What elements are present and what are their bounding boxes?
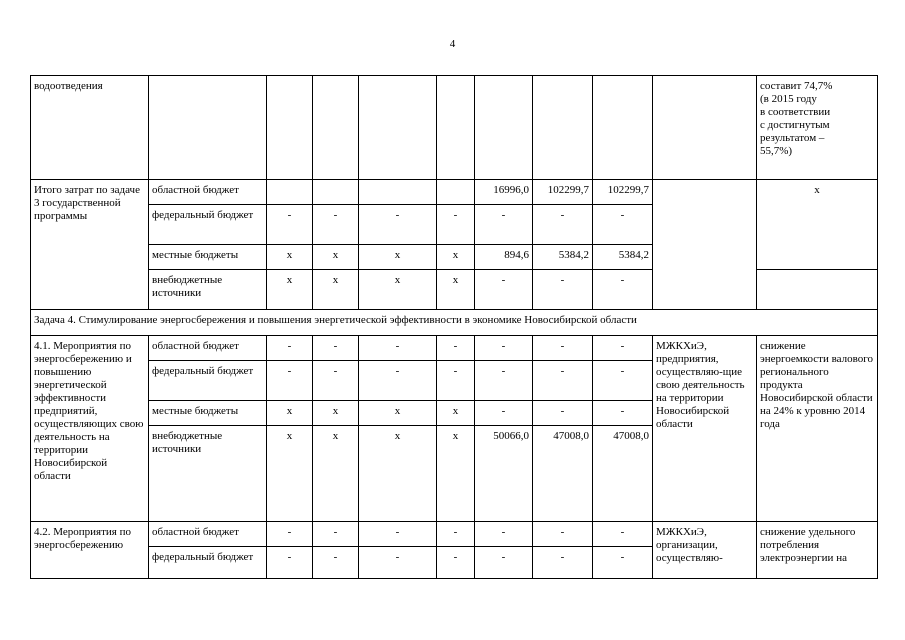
activity-name-cell: Итого затрат по задаче 3 государственной программы [31, 180, 149, 310]
table-row: федеральный бюджет - - - - - - - [31, 361, 878, 401]
funding-source-cell: внебюджетные источники [149, 426, 267, 522]
table-row: местные бюджеты x x x x 894,6 5384,2 5384,2 [31, 245, 878, 270]
activity-name-cell: 4.1. Мероприятия по энергосбережению и повышению энергетической эффективности предприятий, осуществляющих свою деятельность на территории Новосибирской области [31, 336, 149, 522]
task-header: Задача 4. Стимулирование энергосбережения и повышения энергетической эффективности в экономике Новосибирской области [31, 310, 878, 336]
funding-source-cell: федеральный бюджет [149, 205, 267, 245]
expected-result-cell: снижение энергоемкости валового регионального продукта Новосибирской области на 24% к уровню 2014 года [757, 336, 878, 522]
table-row: федеральный бюджет - - - - - - - [31, 205, 878, 245]
table-row: федеральный бюджет - - - - - - - [31, 547, 878, 579]
funding-source-cell: областной бюджет [149, 522, 267, 547]
funding-source-cell: федеральный бюджет [149, 547, 267, 579]
expected-result-cell: x [757, 180, 878, 270]
table-row: внебюджетные источники x x x x 50066,0 47008,0 47008,0 [31, 426, 878, 522]
table-row: местные бюджеты x x x x - - - [31, 401, 878, 426]
activity-name-cell: водоотведения [31, 76, 149, 180]
table-row: Итого затрат по задаче 3 государственной программы областной бюджет 16996,0 102299,7 102299,7 x [31, 180, 878, 205]
funding-source-cell: местные бюджеты [149, 245, 267, 270]
page-number: 4 [449, 38, 456, 50]
funding-source-cell: местные бюджеты [149, 401, 267, 426]
executor-cell: МЖКХиЭ, предприятия, осуществляю-щие свою деятельность на территории Новосибирской области [653, 336, 757, 522]
activity-name-cell: 4.2. Мероприятия по энергосбережению [31, 522, 149, 579]
table-row [31, 76, 878, 180]
funding-source-cell: областной бюджет [149, 180, 267, 205]
expected-result-cell: составит 74,7% (в 2015 году в соответствии с достигнутым результатом – 55,7%) [757, 76, 878, 180]
executor-cell: МЖКХиЭ, организации, осуществляю- [653, 522, 757, 579]
program-table [30, 75, 878, 579]
table-row: 4.1. Мероприятия по энергосбережению и повышению энергетической эффективности предприятий, осуществляющих свою деятельность на территории Новосибирской области областной бюджет - - - - - - - МЖКХиЭ, предприятия, осуществляю-щие свою деятельность на территории Новосибирской области снижение энергоемкости валового регионального продукта Новосибирской области на 24% к уровню 2014 года [31, 336, 878, 361]
table-row: 4.2. Мероприятия по энергосбережению областной бюджет - - - - - - - МЖКХиЭ, организации, осуществляю- снижение удельного потребления электроэнергии на [31, 522, 878, 547]
funding-source-cell: федеральный бюджет [149, 361, 267, 401]
funding-source-cell: внебюджетные источники [149, 270, 267, 310]
funding-source-cell: областной бюджет [149, 336, 267, 361]
expected-result-cell: снижение удельного потребления электроэнергии на [757, 522, 878, 579]
table-row [31, 310, 878, 336]
table-row: внебюджетные источники x x x x - - - [31, 270, 878, 310]
